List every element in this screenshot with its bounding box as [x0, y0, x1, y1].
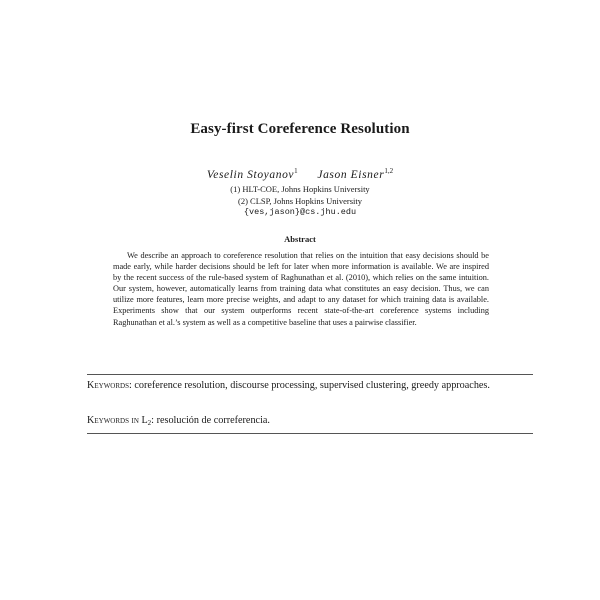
paper-title: Easy-first Coreference Resolution: [190, 121, 410, 137]
author-email: {ves,jason}@cs.jhu.edu: [243, 207, 357, 217]
author-affiliation-mark: 1: [294, 167, 298, 175]
author-affiliation-mark: 1,2: [384, 167, 394, 175]
keywords-l2-text: resolución de correferencia.: [156, 415, 270, 426]
keywords-l2-subscript: 2: [147, 419, 152, 427]
keywords-bottom-rule: [87, 433, 533, 434]
affiliation-line: (1) HLT-COE, Johns Hopkins University: [230, 184, 370, 194]
keywords-label: Keywords: [87, 380, 129, 391]
keywords-top-rule: [87, 374, 533, 375]
author-name: Veselin Stoyanov: [206, 169, 295, 181]
abstract-heading: Abstract: [284, 234, 316, 244]
keywords-l2-label: Keywords in L: [87, 415, 148, 426]
keywords-text: coreference resolution, discourse processing, supervised clustering, greedy approaches.: [134, 380, 490, 391]
author-name: Jason Eisner: [317, 169, 385, 181]
keywords-block: Keywords: coreference resolution, discourse processing, supervised clustering, greedy approaches.: [87, 380, 490, 391]
abstract-text: We describe an approach to coreference resolution that relies on the intuition that easy decisions should be made early, while harder decisions should be left for later when more information is available. We are inspired by the recent success of the rule-based system of Raghunathan et al. (2010), which relies on the same intuition. Our system, however, automatically learns from training data what constitutes an easy decision. Thus, we can utilize more features, learn more precise weights, and adapt to any dataset for which training data is available. Experiments show that our system outperforms recent state-of-the-art coreference systems including Raghunathan et al.’s system as well as a competitive baseline that uses a pairwise classifier.: [113, 251, 489, 327]
author-line: [0, 167, 600, 181]
affiliation-line: (2) CLSP, Johns Hopkins University: [238, 196, 362, 206]
keywords-l2-block: Keywords in $L_2$: resolución de correferencia.: [87, 415, 270, 427]
